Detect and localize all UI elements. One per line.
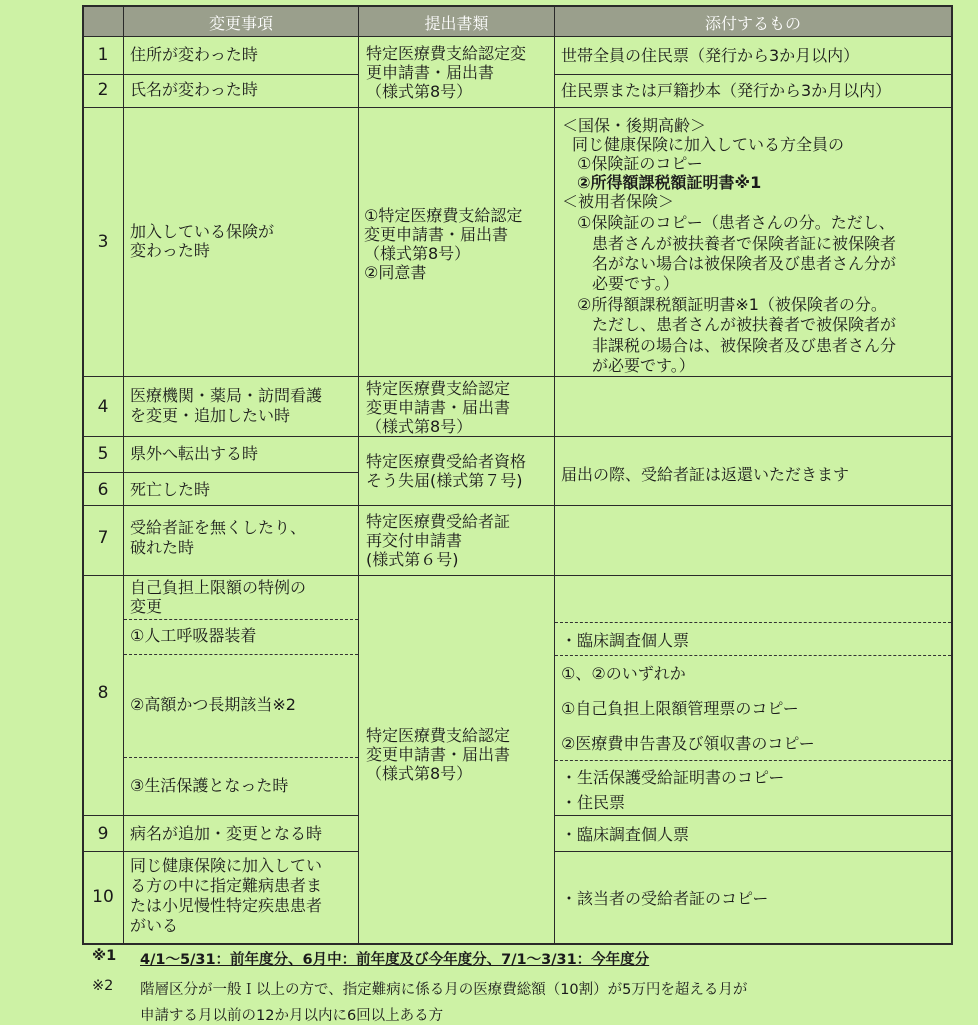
row-border <box>82 815 358 816</box>
change-item: る方の中に指定難病患者ま <box>130 876 323 895</box>
attachment: 同じ健康保険に加入している方全員の <box>572 135 845 154</box>
border-top <box>82 5 953 7</box>
row-border <box>82 36 953 37</box>
change-item: 県外へ転出する時 <box>130 444 259 463</box>
change-item: 受給者証を無くしたり、 <box>130 518 307 537</box>
attachment: ＜被用者保険＞ <box>562 192 675 211</box>
change-item: 住所が変わった時 <box>130 45 258 64</box>
document-name: ②同意書 <box>364 263 427 282</box>
change-item: がいる <box>130 916 179 935</box>
row-number: 3 <box>97 232 109 252</box>
row-border <box>82 575 953 576</box>
attachment: 届出の際、受給者証は返還いただきます <box>561 465 850 484</box>
dashed-separator <box>124 757 358 758</box>
row-number: 6 <box>97 480 109 500</box>
row-number: 5 <box>97 444 109 464</box>
document-name: 特定医療費支給認定変 <box>366 44 527 63</box>
document-name: (様式第６号) <box>366 550 459 569</box>
row-number: 2 <box>97 80 109 100</box>
col-border <box>123 5 124 945</box>
document-name: 変更申請書・届出書 <box>366 398 511 417</box>
attachment: が必要です。） <box>592 356 695 375</box>
document-name: （様式第8号） <box>366 417 473 436</box>
change-item: 死亡した時 <box>130 480 211 499</box>
col-border <box>358 5 359 945</box>
footnote-text: 4/1～5/31：前年度分、6月中：前年度及び今年度分、7/1～3/31：今年度分 <box>140 952 650 968</box>
change-item: 加入している保険が <box>130 222 275 241</box>
attachment: 必要です。） <box>592 274 679 293</box>
attachment: ②医療費申告書及び領収書のコピー <box>561 734 815 753</box>
change-item: 同じ健康保険に加入してい <box>130 856 323 875</box>
change-item: 変更 <box>130 597 163 616</box>
attachment: ・住民票 <box>561 793 626 812</box>
row-border <box>82 376 953 377</box>
change-item-sub: ①人工呼吸器装着 <box>130 626 257 645</box>
row-border <box>82 107 953 108</box>
attachment: 名がない場合は被保険者及び患者さん分が <box>592 254 897 273</box>
dashed-separator <box>124 619 358 620</box>
header-cell-bg <box>83 6 123 36</box>
row-border <box>554 851 952 852</box>
col-border <box>554 5 555 945</box>
row-number: 9 <box>97 824 109 844</box>
dashed-separator <box>555 655 951 656</box>
header-attachments: 添付するもの <box>704 14 801 33</box>
footnote-mark: ※2 <box>92 978 114 994</box>
row-number: 8 <box>97 683 109 703</box>
row-border <box>554 74 952 75</box>
attachment: 世帯全員の住民票（発行から3か月以内） <box>561 46 860 65</box>
change-item: を変更・追加したい時 <box>130 406 291 425</box>
change-item: 医療機関・薬局・訪問看護 <box>130 386 323 405</box>
document-name: 更申請書・届出書 <box>366 63 495 82</box>
row-border <box>82 436 953 437</box>
document-name: 再交付申請書 <box>366 531 463 550</box>
footnote-text: 階層区分が一般Ｉ以上の方で、指定難病に係る月の医療費総額（10割）が5万円を超える月が <box>140 982 748 998</box>
change-item: 破れた時 <box>130 538 195 557</box>
header-change-item: 変更事項 <box>208 14 273 33</box>
attachment: ・臨床調査個人票 <box>561 825 690 844</box>
row-border <box>554 815 952 816</box>
document-name: （様式第8号） <box>364 244 471 263</box>
dashed-separator <box>555 760 951 761</box>
document-name: 変更申請書・届出書 <box>364 225 509 244</box>
document-name: 特定医療費支給認定 <box>366 726 511 745</box>
dashed-separator <box>124 654 358 655</box>
attachment: 非課税の場合は、被保険者及び患者さん分 <box>592 336 897 355</box>
attachment: 住民票または戸籍抄本（発行から3か月以内） <box>561 81 892 100</box>
attachment: ①、②のいずれか <box>561 664 686 683</box>
change-item: 変わった時 <box>130 241 210 260</box>
attachment: ・生活保護受給証明書のコピー <box>561 768 785 787</box>
attachment: ・臨床調査個人票 <box>561 631 690 650</box>
attachment: ①自己負担上限額管理票のコピー <box>561 699 799 718</box>
change-item: 病名が追加・変更となる時 <box>130 824 323 843</box>
document-name: 変更申請書・届出書 <box>366 745 511 764</box>
row-border <box>82 74 358 75</box>
attachment: ・該当者の受給者証のコピー <box>561 889 769 908</box>
document-name: （様式第8号） <box>366 82 473 101</box>
border-right <box>951 5 953 945</box>
attachment: ＜国保・後期高齢＞ <box>562 116 707 135</box>
change-item: たは小児慢性特定疾患患者 <box>130 896 323 915</box>
row-border <box>82 851 358 852</box>
document-name: 特定医療費受給者資格 <box>366 452 527 471</box>
border-bottom <box>82 943 953 945</box>
document-name: 特定医療費受給者証 <box>366 512 511 531</box>
change-item-sub: ②高額かつ長期該当※2 <box>130 695 296 714</box>
attachment: ただし、患者さんが被扶養者で被保険者が <box>592 315 897 334</box>
change-item: 氏名が変わった時 <box>130 80 258 99</box>
document-name: （様式第8号） <box>366 764 473 783</box>
change-item: 自己負担上限額の特例の <box>130 578 307 597</box>
row-number: 7 <box>97 528 109 548</box>
row-number: 4 <box>97 397 109 417</box>
row-border <box>82 505 953 506</box>
border-left <box>82 5 84 945</box>
document-name: 特定医療費支給認定 <box>366 379 511 398</box>
header-documents: 提出書類 <box>424 14 489 33</box>
document-name: そう失届(様式第７号) <box>366 471 523 490</box>
dashed-separator <box>555 622 951 623</box>
row-number: 1 <box>97 45 109 65</box>
attachment: ①保険証のコピー（患者さんの分。ただし、 <box>577 213 895 232</box>
change-item-sub: ③生活保護となった時 <box>130 776 289 795</box>
document-name: ①特定医療費支給認定 <box>364 206 523 225</box>
attachment: 患者さんが被扶養者で保険者証に被保険者 <box>592 234 897 253</box>
footnote-mark: ※1 <box>92 948 117 964</box>
footnote-text: 申請する月以前の12か月以内に6回以上ある方 <box>140 1008 444 1024</box>
attachment: ①保険証のコピー <box>577 154 703 173</box>
attachment: ②所得額課税額証明書※1（被保険者の分。 <box>577 295 887 314</box>
row-border <box>82 472 358 473</box>
row-number: 10 <box>92 887 114 907</box>
attachment: ②所得額課税額証明書※1 <box>577 173 762 192</box>
